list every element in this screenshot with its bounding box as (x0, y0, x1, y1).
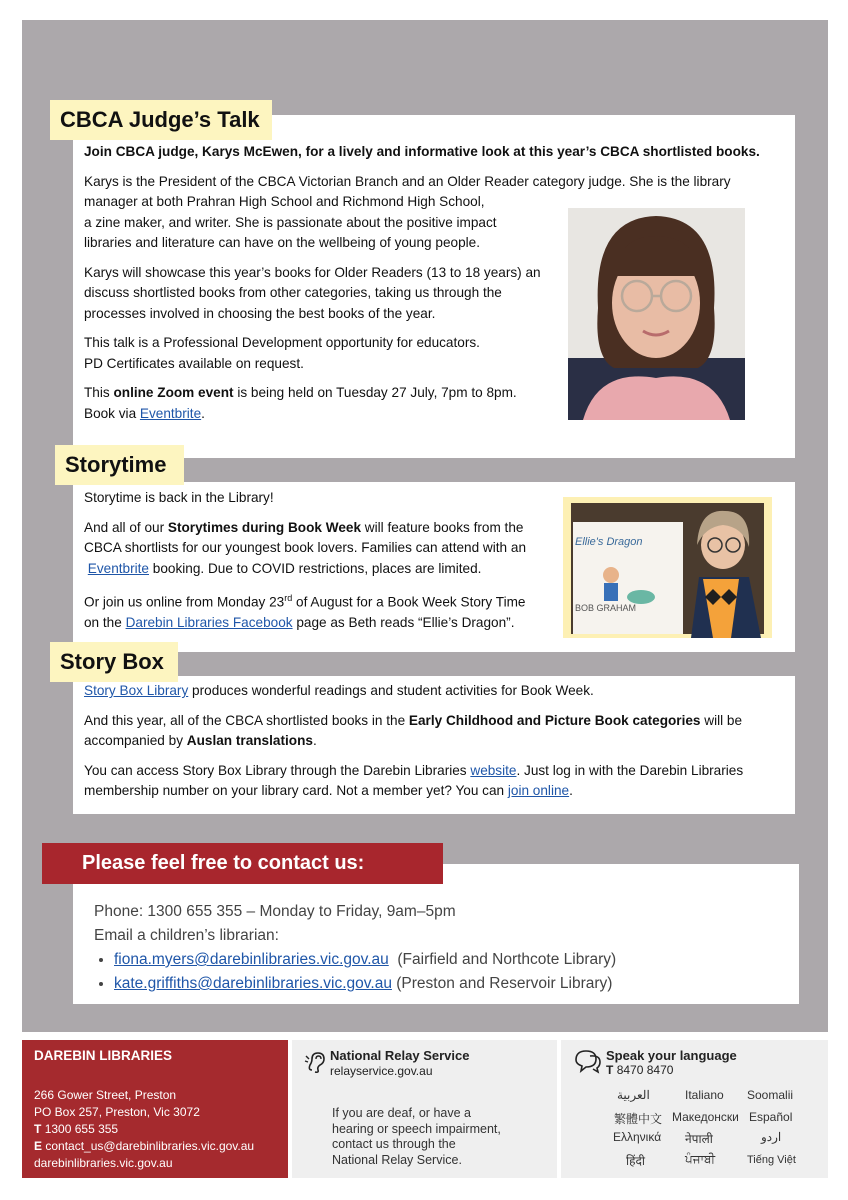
address-line: PO Box 257, Preston, Vic 3072 (34, 1105, 200, 1119)
auslan-emphasis: Auslan translations (186, 733, 313, 748)
storytime-intro: Storytime is back in the Library! (84, 490, 274, 505)
lang-italian: Italiano (685, 1088, 724, 1102)
footer-darebin (22, 1040, 288, 1178)
text-line: PD Certificates available on request. (84, 355, 304, 371)
email-link-fiona[interactable]: fiona.myers@darebinlibraries.vic.gov.au (114, 951, 389, 968)
judges-talk-heading: CBCA Judge’s Talk (50, 100, 272, 140)
storytime-para2 (84, 518, 554, 580)
text-line: This talk is a Professional Development opportunity for educators. (84, 335, 480, 350)
story-box-heading: Story Box (50, 642, 178, 682)
text-line: National Relay Service. (332, 1152, 462, 1167)
text-fragment: This (84, 385, 114, 400)
footer-org-name: DAREBIN LIBRARIES (34, 1048, 173, 1063)
phone-number: 1300 655 355 (44, 1122, 119, 1136)
story-box-para3 (84, 761, 794, 802)
zoom-event-emphasis: online Zoom event (113, 385, 234, 400)
lang-arabic: العربية (617, 1088, 650, 1102)
storytime-photo (563, 497, 772, 638)
phone-number: 8470 8470 (616, 1063, 674, 1077)
text-fragment: . (569, 783, 573, 798)
book-cover-author: BOB GRAHAM (575, 603, 637, 613)
text-line: libraries and literature can have on the wellbeing of young people. (84, 235, 480, 250)
text-line: CBCA shortlists for our youngest book lovers. Families can attend with an (84, 540, 527, 555)
text-line: manager at both Prahran High School and Richmond High School, (84, 194, 485, 209)
facebook-link[interactable]: Darebin Libraries Facebook (125, 615, 293, 631)
join-online-link[interactable]: join online (507, 783, 570, 798)
text-line: processes involved in choosing the best books of the year. (84, 305, 436, 321)
lang-greek: Ελληνικά (613, 1130, 662, 1144)
lang-somali: Soomalii (747, 1088, 794, 1102)
contact-banner: Please feel free to contact us: (42, 843, 443, 884)
story-box-para2 (84, 711, 794, 752)
footer-phone (34, 1121, 254, 1138)
text-line: contact us through the (332, 1137, 456, 1151)
text-line: Karys is the President of the CBCA Victorian Branch and an Older Reader category judge. She is the library (84, 173, 731, 189)
story-box-library-link[interactable]: Story Box Library (84, 683, 189, 698)
categories-emphasis: Early Childhood and Picture Book categories (408, 712, 701, 728)
footer-nrs (292, 1040, 557, 1178)
storytime-heading: Storytime (55, 445, 184, 485)
book-cover-title: Ellie's Dragon (575, 536, 643, 548)
footer-languages (561, 1040, 828, 1178)
judges-talk-body (84, 142, 784, 433)
email-address[interactable]: contact_us@darebinlibraries.vic.gov.au (45, 1139, 255, 1153)
text-line: If you are deaf, or have a (332, 1106, 471, 1120)
judges-talk-para3 (84, 333, 784, 374)
nrs-description (332, 1106, 501, 1168)
text-fragment: of August for a Book Week Story Time (292, 594, 526, 610)
text-line: hearing or speech impairment, (332, 1121, 501, 1136)
footer-website[interactable]: darebinlibraries.vic.gov.au (34, 1156, 173, 1170)
phone-label: T (606, 1063, 614, 1077)
eventbrite-link-storytime[interactable]: Eventbrite (87, 560, 149, 576)
storytime-para3 (84, 588, 554, 634)
text-fragment: Or join us online from Monday 23 (84, 594, 285, 610)
email-link-kate[interactable]: kate.griffiths@darebinlibraries.vic.gov.au (114, 975, 392, 992)
judges-talk-para2 (84, 263, 784, 325)
text-fragment: is being held on Tuesday 27 July, 7pm to 8pm. (233, 385, 517, 400)
lang-spanish: Español (749, 1110, 793, 1124)
email-label: E (34, 1139, 43, 1153)
lang-punjabi: ਪੰਜਾਬੀ (685, 1152, 716, 1166)
text-fragment: page as Beth reads “Ellie’s Dragon”. (292, 615, 515, 631)
footer-email (34, 1138, 254, 1155)
text-fragment: You can access Story Box Library through the Darebin Libraries (84, 762, 471, 778)
lang-macedonian: Македонски (672, 1110, 739, 1124)
storytime-body (84, 488, 554, 643)
list-item (114, 948, 616, 972)
text-fragment: Book via (84, 405, 140, 421)
website-link[interactable]: website (470, 762, 517, 778)
text-line: a zine maker, and writer. She is passionate about the positive impact (84, 214, 497, 230)
text-fragment: booking. Due to COVID restrictions, places are limited. (149, 560, 482, 576)
text-fragment: . Just log in with the Darebin Libraries (516, 762, 744, 778)
text-fragment: on the (84, 615, 126, 631)
book-week-emphasis: Storytimes during Book Week (167, 519, 362, 535)
text-fragment: . (201, 405, 205, 421)
text-fragment: And this year, all of the CBCA shortlisted books in the (84, 712, 409, 728)
text-fragment: membership number on your library card. Not a member yet? You can (84, 783, 508, 798)
text-fragment: will feature books from the (361, 519, 524, 535)
story-box-body (84, 681, 794, 811)
lang-phone (606, 1063, 673, 1077)
lang-urdu: اردو (761, 1130, 782, 1144)
address-line: 266 Gower Street, Preston (34, 1088, 177, 1102)
list-item (114, 972, 616, 996)
judges-talk-para1 (84, 172, 784, 254)
text-fragment: accompanied by (84, 733, 187, 748)
lang-hindi: हिंदी (626, 1154, 645, 1168)
story-box-para1 (84, 681, 794, 702)
text-line: discuss shortlisted books from other categories, taking us through the (84, 285, 502, 300)
lang-chinese: 繁體中文 (614, 1112, 663, 1126)
lang-title: Speak your language (606, 1048, 737, 1063)
text-line: Karys will showcase this year’s books for Older Readers (13 to 18 years) an (84, 264, 541, 280)
text-fragment: will be (700, 712, 743, 728)
phone-label: T (34, 1122, 42, 1136)
footer-address (34, 1087, 254, 1172)
branch-note: (Fairfield and Northcote Library) (397, 951, 617, 968)
email-list (94, 948, 616, 996)
contact-details (94, 900, 616, 996)
nrs-url[interactable]: relayservice.gov.au (330, 1064, 433, 1078)
text-fragment: produces wonderful readings and student activities for Book Week. (188, 683, 594, 698)
ordinal-suffix: rd (284, 593, 293, 603)
speech-bubbles-icon (573, 1048, 603, 1074)
contact-email-label: Email a children’s librarian: (94, 927, 279, 944)
judges-talk-intro: Join CBCA judge, Karys McEwen, for a lively and informative look at this year’s CBCA shortlisted books. (84, 144, 760, 159)
judges-talk-para4 (84, 383, 784, 424)
branch-note: (Preston and Reservoir Library) (396, 975, 613, 992)
text-fragment: And all of our (84, 519, 168, 535)
text-fragment: . (312, 733, 317, 748)
contact-phone: Phone: 1300 655 355 – Monday to Friday, 9am–5pm (94, 903, 456, 920)
eventbrite-link-judges-talk[interactable]: Eventbrite (139, 405, 202, 421)
ear-icon (304, 1050, 328, 1074)
lang-nepali: नेपाली (685, 1132, 713, 1146)
lang-vietnamese: Tiếng Việt (747, 1154, 796, 1166)
nrs-title: National Relay Service (330, 1048, 470, 1063)
